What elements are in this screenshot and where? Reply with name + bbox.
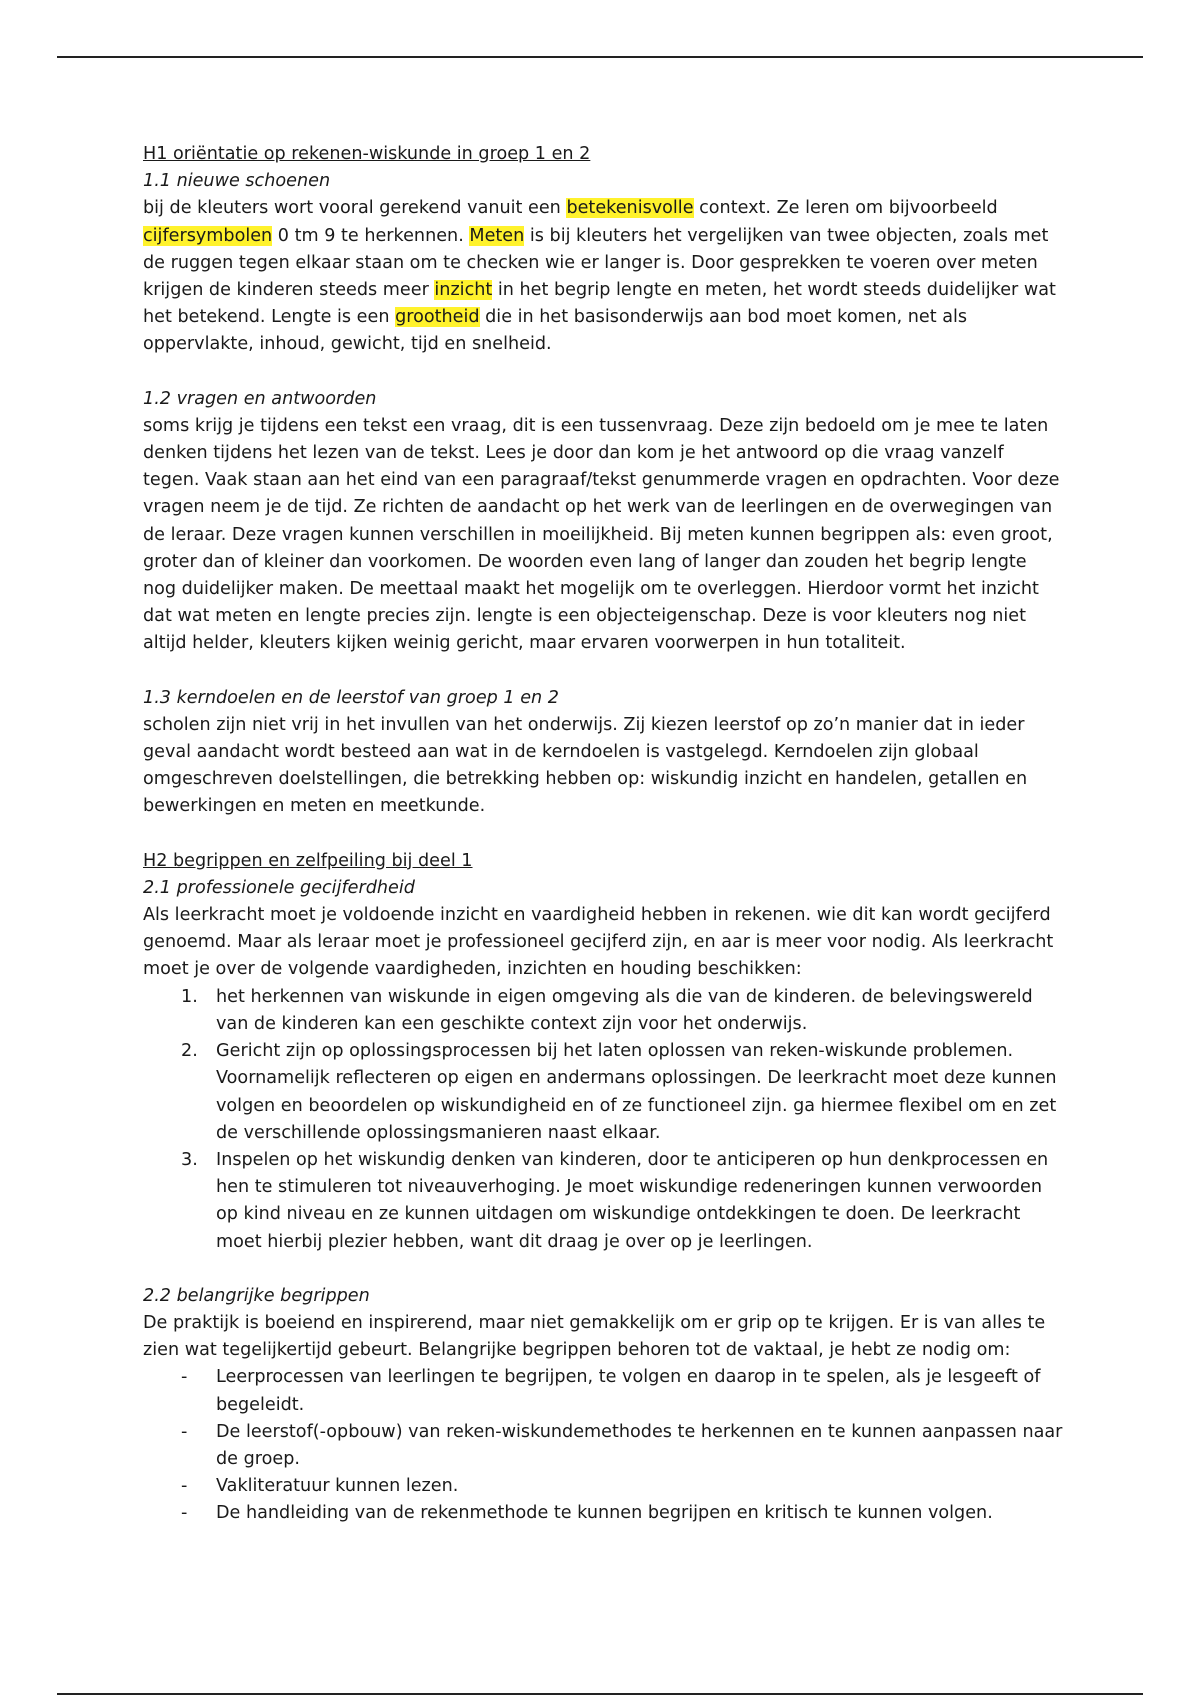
list-item: - Vakliteratuur kunnen lezen.	[181, 1476, 459, 1497]
highlight-meten: Meten	[469, 225, 525, 246]
section-1-1-paragraph: bij de kleuters wort vooral gerekend vanuit een betekenisvolle context. Ze leren om bijvoorbeeld cijfersymbolen 0 tm 9 te herkennen. Meten is bij kleuters het vergelijken van twee objecten, zoals met de ruggen tegen elkaar staan om te checken wie er langer is. Door gesprekken te voeren over meten krijgen de kinderen steeds meer inzicht in het begrip lengte en meten, het wordt steeds duidelijker wat het betekend. Lengte is een grootheid die in het basisonderwijs aan bod moet komen, net als oppervlakte, inhoud, gewicht, tijd en snelheid.	[143, 198, 1056, 355]
section-2-1-title: 2.1 professionele gecijferdheid	[143, 877, 415, 898]
highlight-grootheid: grootheid	[395, 307, 480, 328]
chapter-1-title: H1 oriëntatie op rekenen-wiskunde in groep 1 en 2	[143, 144, 591, 164]
section-2-2-title: 2.2 belangrijke begrippen	[143, 1285, 370, 1306]
header-rule	[57, 56, 1143, 58]
list-item: - De handleiding van de rekenmethode te kunnen begrijpen en kritisch te kunnen volgen.	[181, 1503, 993, 1524]
list-item: 2. Gericht zijn op oplossingsprocessen bij het laten oplossen van reken-wiskunde problemen. Voornamelijk reflecteren op eigen en andermans oplossingen. De leerkracht moet deze kunnen volgen en beoordelen op wiskundigheid en of ze functioneel zijn. ga hiermee flexibel om en zet de verschillende oplossingsmanieren naast elkaar.	[181, 1041, 1057, 1143]
highlight-cijfersymbolen: cijfersymbolen	[143, 225, 273, 246]
list-item: - De leerstof(-opbouw) van reken-wiskundemethodes te herkennen en te kunnen aanpassen naar de groep.	[181, 1421, 1063, 1469]
bullet-list	[143, 1364, 1063, 1527]
section-1-3-title: 1.3 kerndoelen en de leerstof van groep 1 en 2	[143, 687, 559, 708]
list-item: - Leerprocessen van leerlingen te begrijpen, te volgen en daarop in te spelen, als je lesgeeft of begeleidt.	[181, 1367, 1041, 1415]
section-1-1-title: 1.1 nieuwe schoenen	[143, 171, 331, 192]
list-item: 3. Inspelen op het wiskundig denken van kinderen, door te anticiperen op hun denkprocessen en hen te stimuleren tot niveauverhoging. Je moet wiskundige redeneringen kunnen verwoorden op kind niveau en ze kunnen uitdagen om wiskundige ontdekkingen te doen. De leerkracht moet hierbij plezier hebben, want dit draag je over op je leerlingen.	[181, 1149, 1049, 1252]
section-2-2-paragraph: De praktijk is boeiend en inspirerend, maar niet gemakkelijk om er grip op te krijgen. Er is van alles te zien wat tegelijkertijd gebeurt. Belangrijke begrippen behoren tot de vaktaal, je hebt ze nodig om:	[143, 1312, 1046, 1361]
highlight-betekenisvolle: betekenisvolle	[566, 198, 694, 219]
document-body	[143, 141, 1063, 1528]
section-1-2-title: 1.2 vragen en antwoorden	[143, 388, 377, 409]
numbered-list	[143, 984, 1063, 1256]
section-1-3-paragraph: scholen zijn niet vrij in het invullen van het onderwijs. Zij kiezen leerstof op zo’n manier dat in ieder geval aandacht wordt besteed aan wat in de kerndoelen is vastgelegd. Kerndoelen zijn globaal omgeschreven doelstellingen, die betrekking hebben op: wiskundig inzicht en handelen, getallen en bewerkingen en meten en meetkunde.	[143, 714, 1028, 817]
highlight-inzicht: inzicht	[434, 280, 493, 301]
section-1-2-paragraph: soms krijg je tijdens een tekst een vraag, dit is een tussenvraag. Deze zijn bedoeld om je mee te laten denken tijdens het lezen van de tekst. Lees je door dan kom je het antwoord op die vraag vanzelf tegen. Vaak staan aan het eind van een paragraaf/tekst genummerde vragen en opdrachten. Voor deze vragen neem je de tijd. Ze richten de aandacht op het werk van de leerlingen en de overwegingen van de leraar. Deze vragen kunnen verschillen in moeilijkheid. Bij meten kunnen begrippen als: even groot, groter dan of kleiner dan voorkomen. De woorden even lang of langer dan zouden het begrip lengte nog duidelijker maken. De meettaal maakt het mogelijk om te overleggen. Hierdoor vormt het inzicht dat wat meten en lengte precies zijn. lengte is een objecteigenschap. Deze is voor kleuters nog niet altijd helder, kleuters kijken weinig gericht, maar ervaren voorwerpen in hun totaliteit.	[143, 415, 1060, 654]
section-2-1-paragraph: Als leerkracht moet je voldoende inzicht en vaardigheid hebben in rekenen. wie dit kan wordt gecijferd genoemd. Maar als leraar moet je professioneel gecijferd zijn, en aar is meer voor nodig. Als leerkracht moet je over de volgende vaardigheden, inzichten en houding beschikken:	[143, 905, 1054, 980]
footer-rule	[57, 1693, 1143, 1695]
chapter-2-title: H2 begrippen en zelfpeiling bij deel 1	[143, 850, 473, 871]
list-item: 1. het herkennen van wiskunde in eigen omgeving als die van de kinderen. de belevingswereld van de kinderen kan een geschikte context zijn voor het onderwijs.	[181, 986, 1033, 1034]
